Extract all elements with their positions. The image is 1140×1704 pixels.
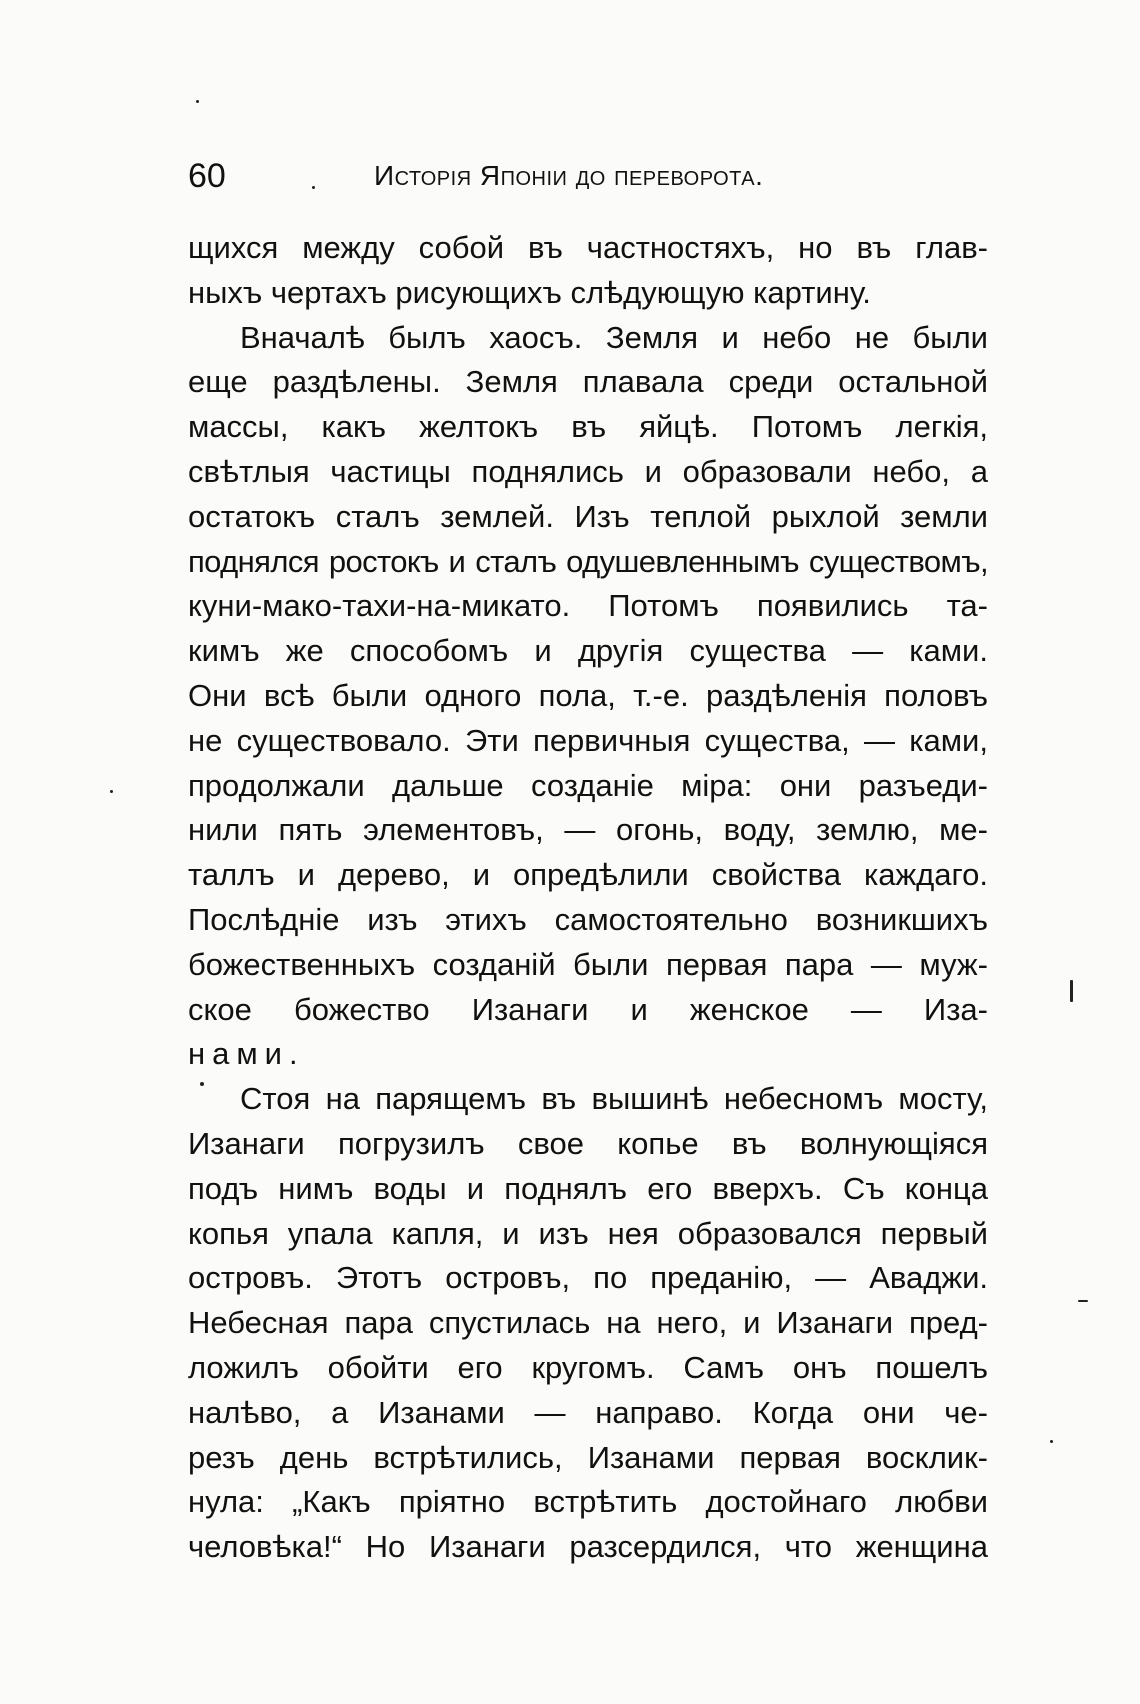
text-line: свѣтлыя частицы поднялись и образовали небо, а (188, 453, 988, 489)
text-line: массы, какъ желтокъ въ яйцѣ. Потомъ легкія, (188, 409, 988, 445)
running-title: Исторія Японіи до переворота. (374, 160, 764, 191)
page-number: 60 (188, 157, 226, 195)
text-line: нили пять элементовъ, — огонь, воду, землю, ме- (188, 812, 988, 848)
text-line: налѣво, а Изанами — направо. Когда они че- (188, 1394, 988, 1430)
scan-speck (1078, 1300, 1088, 1302)
text-line: нами. (188, 1036, 305, 1072)
scan-speck (312, 186, 315, 189)
text-line: Послѣдніе изъ этихъ самостоятельно возникшихъ (188, 901, 988, 937)
text-line: Стоя на парящемъ въ вышинѣ небесномъ мосту, (240, 1081, 988, 1117)
text-line: Вначалѣ былъ хаосъ. Земля и небо не были (240, 319, 988, 355)
text-line: ложилъ обойти его кругомъ. Самъ онъ пошелъ (188, 1349, 988, 1385)
text-line: Небесная пара спустилась на него, и Изанаги пред- (188, 1305, 988, 1341)
page-header (188, 152, 1008, 200)
text-line: ское божество Изанаги и женское — Иза- (188, 991, 988, 1027)
text-line: куни-мако-тахи-на-микато. Потомъ появились та- (188, 588, 988, 624)
text-line: не существовало. Эти первичныя существа, — ками, (188, 722, 988, 758)
text-line: нула: „Какъ пріятно встрѣтить достойнаго любви (188, 1484, 988, 1520)
text-line: ныхъ чертахъ рисующихъ слѣдующую картину. (188, 274, 871, 310)
text-line: человѣка!“ Но Изанаги разсердился, что женщина (188, 1529, 988, 1565)
text-line: копья упала капля, и изъ нея образовался первый (188, 1215, 988, 1251)
text-line: остатокъ сталъ землей. Изъ теплой рыхлой земли (188, 498, 988, 534)
body-text (188, 226, 988, 1570)
text-line: продолжали дальше созданіе міра: они разъеди- (188, 767, 988, 803)
text-line: резъ день встрѣтились, Изанами первая восклик- (188, 1439, 988, 1475)
text-line: подъ нимъ воды и поднялъ его вверхъ. Съ конца (188, 1170, 988, 1206)
scan-speck (196, 100, 199, 103)
text-line: поднялся ростокъ и сталъ одушевленнымъ существомъ, (188, 543, 988, 579)
scan-speck (1050, 1440, 1053, 1443)
text-line: таллъ и дерево, и опредѣлили свойства каждаго. (188, 857, 988, 893)
text-line: островъ. Этотъ островъ, по преданію, — Аваджи. (188, 1260, 988, 1296)
text-line: Они всѣ были одного пола, т.-е. раздѣленія половъ (188, 677, 988, 713)
text-line: кимъ же способомъ и другія существа — ками. (188, 633, 988, 669)
text-line: щихся между собой въ частностяхъ, но въ глав- (188, 230, 988, 265)
text-line: божественныхъ созданій были первая пара — муж- (188, 946, 988, 982)
text-line: Изанаги погрузилъ свое копье въ волнующіяся (188, 1125, 988, 1161)
text-line: еще раздѣлены. Земля плавала среди остальной (188, 364, 988, 400)
scan-speck (200, 1082, 204, 1086)
scan-speck (1070, 980, 1073, 1002)
scan-speck (110, 790, 113, 793)
